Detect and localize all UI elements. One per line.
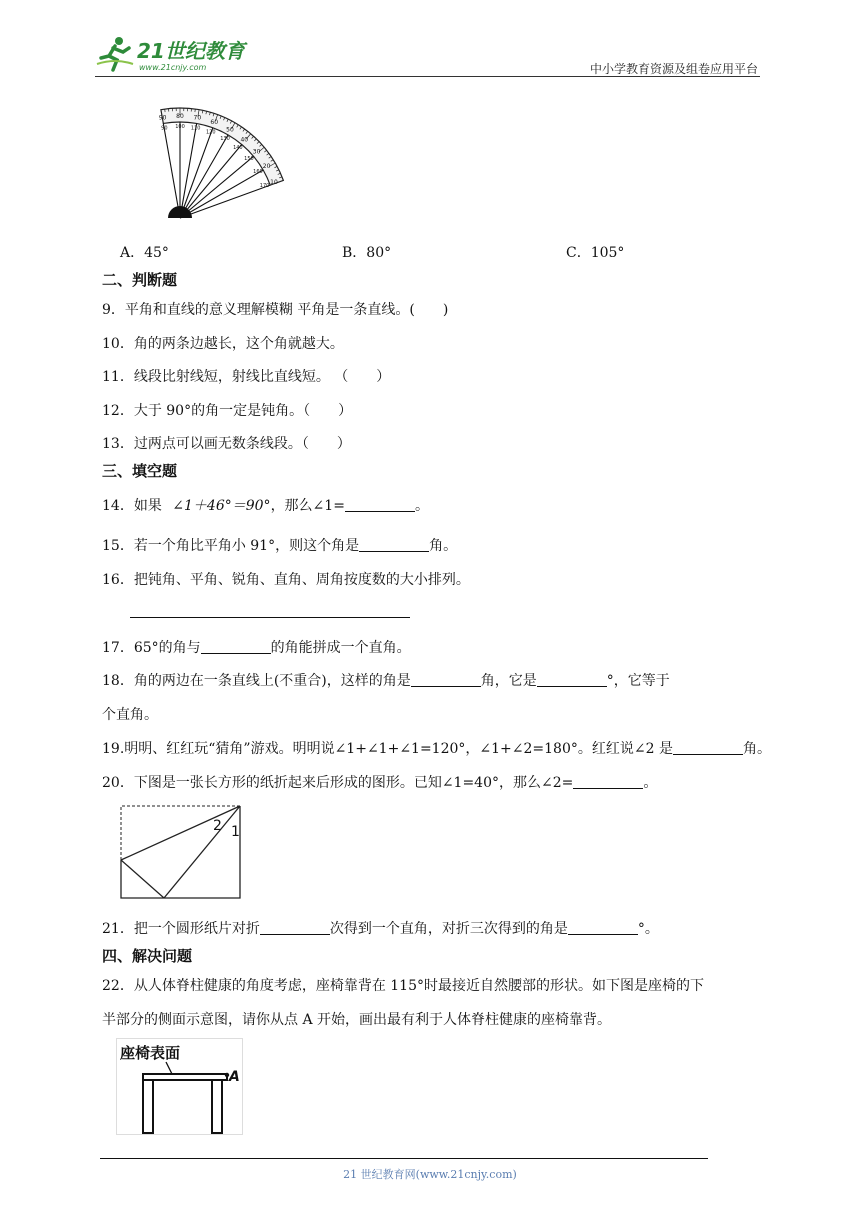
point-a-label: A [229, 1069, 240, 1085]
question-19-end: 角。 [742, 741, 771, 757]
question-14-formula: ∠1＋46°＝90° [172, 498, 271, 514]
protractor-outer-label: 50 [226, 126, 234, 134]
question-12: 12．大于 90°的角一定是钝角。（ ） [102, 403, 353, 419]
protractor-ray [163, 123, 180, 218]
fold-line [164, 806, 240, 898]
chair-surface-label: 座椅表面 [120, 1044, 181, 1062]
protractor-outer-label: 40 [240, 136, 249, 144]
answer-blank-16-3[interactable] [270, 603, 340, 618]
protractor-outer-label: 80 [176, 113, 184, 120]
folded-paper-figure [118, 803, 248, 901]
header-divider [95, 76, 760, 77]
answer-blank-15[interactable] [359, 537, 429, 552]
answer-blank-16-4[interactable] [340, 603, 410, 618]
question-10: 10．角的两条边越长，这个角就越大。 [102, 336, 344, 352]
question-20 [102, 772, 657, 792]
protractor-outer-label: 20 [262, 163, 271, 170]
angle-1-label: 1 [231, 824, 240, 840]
platform-name: 中小学教育资源及组卷应用平台 [589, 62, 758, 76]
protractor-outer-label: 70 [193, 114, 202, 122]
question-16: 16．把钝角、平角、锐角、直角、周角按度数的大小排列。 [102, 572, 470, 588]
question-21-prefix: 21．把一个圆形纸片对折 [102, 921, 260, 937]
question-9: 9．平角和直线的意义理解模糊 平角是一条直线。( ) [102, 302, 449, 318]
answer-blank-21-2[interactable] [568, 920, 638, 935]
question-15-end: 角。 [429, 538, 458, 554]
protractor-inner-label: 160 [253, 169, 263, 175]
question-18-line-2: 个直角。 [102, 707, 158, 723]
answer-blank-20[interactable] [573, 774, 643, 789]
question-17-prefix: 17．65°的角与 [102, 640, 201, 656]
protractor-outer-label: 60 [210, 119, 219, 127]
protractor-outer-label: 10 [270, 178, 278, 186]
runner-icon [97, 37, 133, 70]
question-18-prefix: 18．角的两边在一条直线上(不重合)，这样的角是 [102, 673, 411, 689]
protractor-inner-label: 130 [220, 136, 230, 143]
protractor-inner-label: 110 [190, 125, 201, 132]
logo [95, 34, 255, 74]
protractor-figure [120, 100, 290, 228]
protractor-inner-label: 140 [233, 145, 243, 152]
protractor-inner-label: 90 [161, 125, 168, 132]
question-20-end: 。 [643, 775, 658, 791]
answer-blank-19[interactable] [673, 740, 743, 755]
protractor-outer-label: 90 [158, 114, 167, 122]
protractor-inner-label: 100 [175, 124, 185, 130]
angle-2-label: 2 [213, 818, 222, 834]
protractor-icon [159, 108, 284, 218]
option-b[interactable]: B．80° [342, 245, 392, 261]
chair-leg-left [143, 1080, 153, 1133]
page-header [95, 30, 760, 78]
question-14-end: 。 [414, 498, 429, 514]
footer-divider [100, 1158, 708, 1159]
question-15-prefix: 15．若一个角比平角小 91°，则这个角是 [102, 538, 360, 554]
question-15 [102, 535, 457, 555]
chair-leg-right [212, 1080, 222, 1133]
protractor-inner-label: 150 [244, 156, 254, 163]
answer-blank-16-1[interactable] [130, 603, 200, 618]
question-17-end: 的角能拼成一个直角。 [270, 640, 411, 656]
logo-url: www.21cnjy.com [139, 63, 207, 72]
answer-blank-18-1[interactable] [411, 672, 481, 687]
protractor-ray [180, 170, 263, 218]
protractor-outer-label: 30 [252, 148, 261, 156]
label-pointer-line [166, 1062, 172, 1074]
question-14 [102, 495, 429, 515]
question-21-end: °。 [637, 921, 659, 937]
section-fill-title: 三、填空题 [102, 462, 178, 480]
question-13: 13．过两点可以画无数条线段。（ ） [102, 436, 351, 452]
chair-figure [116, 1038, 248, 1140]
question-19 [102, 738, 771, 758]
question-18-mid: 角，它是 [480, 673, 537, 689]
logo-text: 21世纪教育 [137, 39, 245, 63]
answer-blank-18-2[interactable] [537, 672, 607, 687]
question-22-line-2: 半部分的侧面示意图，请你从点 A 开始，画出最有利于人体脊柱健康的座椅靠背。 [102, 1012, 612, 1028]
protractor-inner-label: 170 [259, 183, 270, 190]
answer-blank-14[interactable] [345, 497, 415, 512]
question-21 [102, 918, 659, 938]
answer-blank-21-1[interactable] [260, 920, 330, 935]
section-solve-title: 四、解决问题 [102, 947, 193, 965]
question-14-prefix: 14．如果 [102, 498, 162, 514]
question-20-prefix: 20．下图是一张长方形的纸折起来后形成的图形。已知∠1=40°，那么∠2= [102, 775, 574, 791]
question-17 [102, 637, 411, 657]
question-22-line-1: 22．从人体脊柱健康的角度考虑，座椅靠背在 115°时最接近自然腰部的形状。如下图是座椅的下 [102, 978, 704, 994]
page-footer: 21 世纪教育网(www.21cnjy.com) [343, 1168, 517, 1181]
question-18-end: °，它等于 [606, 673, 670, 689]
answer-blank-16-2[interactable] [200, 603, 270, 618]
question-19-prefix: 19.明明、红红玩“猜角”游戏。明明说∠1+∠1+∠1=120°，∠1+∠2=180°。红红说∠2 是 [102, 741, 673, 757]
option-a[interactable]: A．45° [120, 245, 169, 261]
question-16-order-line [130, 603, 410, 620]
answer-blank-17[interactable] [201, 639, 271, 654]
section-judgement-title: 二、判断题 [102, 271, 178, 289]
option-c[interactable]: C．105° [566, 245, 625, 261]
protractor-inner-label: 120 [206, 129, 216, 136]
question-21-mid: 次得到一个直角，对折三次得到的角是 [329, 921, 568, 937]
question-14-mid: ，那么∠1= [270, 498, 345, 514]
question-11: 11．线段比射线短，射线比直线短。 （ ） [102, 369, 391, 385]
fold-line [121, 806, 240, 860]
question-18 [102, 670, 670, 690]
folded-edge [121, 860, 164, 898]
